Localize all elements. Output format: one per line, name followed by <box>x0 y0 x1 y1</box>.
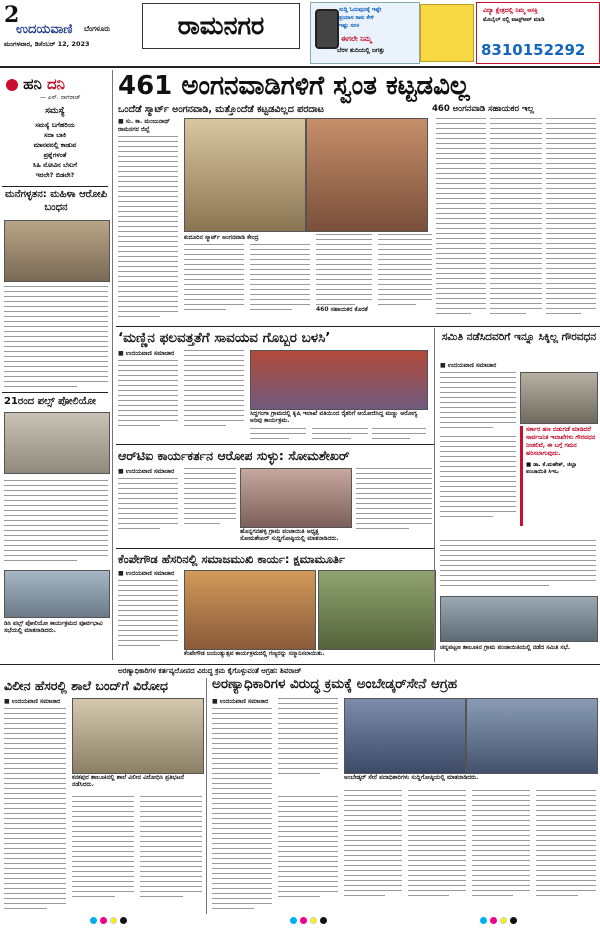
protest-photo <box>72 698 204 774</box>
right-column-divider <box>434 328 435 662</box>
lead-byline-sub: ರಾಮನಗರ ಜಿಲ್ಲೆ <box>118 126 150 133</box>
manure-text-col3 <box>250 428 306 443</box>
ad1-line4: ಈಗಲೇ ನಿಮ್ಮ <box>341 35 372 43</box>
bottom-main-text-col2 <box>278 698 338 778</box>
registration-dot <box>100 917 107 924</box>
story2-headline: 21ರಂದ ಪಲ್ಸ್ ಪೋಲಿಯೋ <box>4 396 96 407</box>
police-photo <box>4 220 110 282</box>
poem <box>0 120 110 180</box>
story2-text <box>4 480 108 565</box>
manure-text-col5 <box>372 428 426 443</box>
lead-text-col4 <box>316 234 372 309</box>
group-photo <box>4 570 110 618</box>
bottom-main-text-col6 <box>472 790 530 900</box>
brand-logo: ಉದಯವಾಣಿ <box>16 22 73 37</box>
poem-title: ಸಮಸ್ಯೆ <box>45 106 65 116</box>
ambedkar-sene-photo-2 <box>466 698 598 774</box>
bottom-left-text-col3 <box>140 796 202 901</box>
felicitation-photo-2 <box>318 570 436 650</box>
lead-headline: 461 ಅಂಗನವಾಡಿಗಳಿಗೆ ಸ್ವಂತ ಕಟ್ಟಡವಿಲ್ಲ <box>118 71 470 101</box>
lead-text-col7 <box>490 118 542 318</box>
lead-text-col8 <box>546 118 596 318</box>
poem-line: ಮಾನವನಲ್ಲಿ ಕಾಡುವ <box>33 141 77 149</box>
poem-line: ಇರಲೇ? ಬಿಡಲೇ? <box>35 171 75 179</box>
manure-caption: ಸಿದ್ದಗಂಗಾ ಗ್ರಾಮದಲ್ಲಿ ಕೃಷಿ ಇಲಾಖೆ ವತಿಯಿಂದ ರೈತರಿಗೆ ಆಯೋಜಿಸಿದ್ದ ಮಣ್ಣು ಆರೋಗ್ಯ ಅರಿವು ಕಾರ್ಯಕ್ರಮ. <box>250 410 418 424</box>
rti-text-col3 <box>356 468 432 533</box>
meeting-text-col2 <box>440 436 516 521</box>
rti-rule <box>116 548 434 549</box>
registration-dot <box>310 917 317 924</box>
masthead <box>0 0 600 68</box>
ad2-phone: 8310152292 <box>481 41 586 59</box>
rti-caption: ಹೊನ್ನಗನಹಳ್ಳಿ ಗ್ರಾಮ ಪಂಚಾಯಿತಿ ಅಧ್ಯಕ್ಷ ಸೋಮಶೇಖರ್ ಸುದ್ದಿಗೋಷ್ಠಿಯಲ್ಲಿ ಮಾತನಾಡಿದರು. <box>240 528 339 542</box>
bottom-divider <box>206 678 207 914</box>
lead-text-col2 <box>184 244 244 314</box>
brand-right: ದನಿ <box>46 75 65 93</box>
registration-dot <box>510 917 517 924</box>
bottom-left-caption: ಕನಕಪುರ ತಾಲೂಕಿನಲ್ಲಿ ಶಾಲೆ ವಿಲೀನ ವಿರೋಧಿಸಿ ಪ್ರತಿಭಟನೆ ನಡೆಸಿದರು. <box>72 774 185 788</box>
anganwadi-photo <box>184 118 306 232</box>
lead-subhead-right: 460 ಅಂಗನವಾಡಿ ಸಹಾಯಕರ ಇಲ್ಲ <box>432 104 534 114</box>
meeting-text-col1 <box>440 372 516 432</box>
meeting-byline: ■ ಉದಯವಾಣಿ ಸಮಾಚಾರ <box>440 362 497 369</box>
registration-dot <box>290 917 297 924</box>
sidebar <box>0 70 110 660</box>
advertisement-whatsapp <box>476 2 600 64</box>
lead-subhead: ಒಂದೆಡೆ ಸ್ಮಾರ್ಟ್ ಅಂಗನವಾಡಿ, ಮತ್ತೊಂದೆಡೆ ಕಟ್ಟಡವಿಲ್ಲದ ಪರದಾಟ <box>118 104 324 115</box>
meeting-photo <box>520 372 598 424</box>
bottom-main-text-col1 <box>212 708 272 913</box>
registration-dot <box>110 917 117 924</box>
bottom-main-byline: ■ ಉದಯವಾಣಿ ಸಮಾಚಾರ <box>212 698 269 705</box>
registration-dot <box>300 917 307 924</box>
poem-line: ಸದಾ ಬಾಕಿ <box>44 131 66 139</box>
lead-text-col5 <box>378 234 432 309</box>
strip-headline: ಅರಣ್ಯಾಧಿಕಾರಿಗಳ ಕರ್ತವ್ಯಲೋಪದ ವಿರುದ್ಧ ಕ್ರಮ ಕೈಗೊಳ್ಳುವಂತೆ ಆಗ್ರಹ: ಶಿವರಾಜ್ <box>118 667 302 675</box>
story1-text <box>4 286 108 391</box>
edition-city: ಬೆಂಗಳೂರು <box>84 25 111 33</box>
pullquote-author: ■ ಡಾ. ಕೆ.ಮಹೇಶ್, ಜಿಲ್ಲಾ ಪಂಚಾಯಿತಿ ಸಿಇಒ <box>526 462 577 475</box>
lead-text-col3 <box>250 244 310 314</box>
rti-byline: ■ ಉದಯವಾಣಿ ಸಮಾಚಾರ <box>118 468 175 475</box>
pullquote-box <box>520 426 596 526</box>
manure-headline: ‘ಮಣ್ಣಿನ ಫಲವತ್ತತೆಗೆ ಸಾವಯವ ಗೊಬ್ಬರ ಬಳಸಿ’ <box>118 330 331 346</box>
heart-icon <box>6 79 18 91</box>
brand-left: ಹನಿ <box>23 75 42 93</box>
manure-byline: ■ ಉದಯವಾಣಿ ಸಮಾಚಾರ <box>118 350 175 357</box>
meeting-caption: ಚನ್ನಪಟ್ಟಣ ತಾಲೂಕಿನ ಗ್ರಾಮ ಪಂಚಾಯಿತಿಯಲ್ಲಿ ನಡೆದ ಸಮಿತಿ ಸಭೆ. <box>440 644 571 651</box>
bottom-main-caption: ಅಂಬೇಡ್ಕರ್ ಸೇನೆ ಪದಾಧಿಕಾರಿಗಳು ಸುದ್ದಿಗೋಷ್ಠಿಯಲ್ಲಿ ಮಾತನಾಡಿದರು. <box>344 774 479 781</box>
page-number: 2 <box>4 2 20 28</box>
rti-text-col2 <box>184 468 236 528</box>
manure-text-col2 <box>184 350 244 430</box>
strip-rule-top <box>0 664 600 665</box>
sidebar-caption: ಡಿಸಿ ಪಲ್ಸ್ ಪೋಲಿಯೋ ಕಾರ್ಯಕ್ರಮದ ಪೂರ್ವಭಾವಿ ಸಭೆಯಲ್ಲಿ ಮಾತನಾಡಿದರು. <box>4 620 103 634</box>
lead-text-col6 <box>436 118 486 318</box>
registration-dot <box>480 917 487 924</box>
masthead-rule <box>0 66 600 68</box>
phone-illustration <box>315 9 339 49</box>
meeting-photo <box>4 412 110 474</box>
bottom-main-text-col5 <box>408 790 466 900</box>
ad1-line2: ಪ್ರಯಾಸ ಸಾಕು ಕೇಳಿ <box>339 15 374 21</box>
poem-line: ಸಿಹಿ ನೋವಿನ ಬೆಸುಗೆ <box>32 161 78 169</box>
kempegowda-byline: ■ ಉದಯವಾಣಿ ಸಮಾಚಾರ <box>118 570 175 577</box>
committee-photo <box>440 596 598 642</box>
advertisement-app <box>310 2 420 64</box>
registration-dot <box>90 917 97 924</box>
registration-dot <box>500 917 507 924</box>
registration-dot <box>120 917 127 924</box>
bottom-left-byline: ■ ಉದಯವಾಣಿ ಸಮಾಚಾರ <box>4 698 61 705</box>
registration-dot <box>490 917 497 924</box>
rti-text-col1 <box>118 478 178 533</box>
felicitation-photo <box>184 570 316 650</box>
manure-text-col1 <box>118 360 178 430</box>
ad2-line1: ವಿದ್ಯಾ ಕ್ಷೇತ್ರದಲ್ಲಿ ನಿಮ್ಮ ಆಸಕ್ತಿ <box>483 7 538 14</box>
bottom-left-text-col1 <box>4 708 66 913</box>
manure-rule <box>116 444 434 445</box>
advertisement-qr <box>420 4 474 62</box>
divider <box>2 186 108 187</box>
divider <box>2 392 108 393</box>
section-title: ರಾಮನಗರ <box>177 11 265 40</box>
lead-rule <box>116 326 600 327</box>
ambedkar-sene-photo <box>344 698 466 774</box>
ad1-line3: ಇಷ್ಟು ಸರಳ <box>339 23 360 29</box>
manure-text-col4 <box>312 428 368 443</box>
bottom-left-headline: ವಿಲೀನ ಹೆಸರಲ್ಲಿ ಶಾಲೆ ಬಂದ್‌ಗೆ ವಿರೋಧ <box>4 678 168 693</box>
meeting-headline-text: ಸಮಿತಿ ನಡೆಸಿದವರಿಗೆ ಇನ್ನೂ ಸಿಕ್ಕಿಲ್ಲ ಗೌರವಧನ <box>441 331 597 343</box>
sidebar-divider <box>112 70 113 660</box>
pullquote-text: ಸರ್ಕಾರ ಹಣ ಬಿಡುಗಡೆ ಮಾಡಿದರೆ ಸಾರ್ವಜನಿಕ ಇಲಾಖೆಗಳು ಗೌರವಧನ ನೀಡಲಿವೆ, ಈ ಬಗ್ಗೆ ಗಮನ ಹರಿಸಲಾಗುವುದು. <box>526 426 596 457</box>
lead-text-col1 <box>118 136 178 321</box>
registration-marks <box>0 914 600 928</box>
press-meet-photo <box>240 468 352 528</box>
registration-dot <box>320 917 327 924</box>
bottom-main-text-col7 <box>536 790 596 900</box>
lead-byline: ■ ಸು. ಕಾ. ಮಂಜುನಾಥ್ <box>118 118 170 125</box>
bottom-main-headline: ಅರಣ್ಯಾಧಿಕಾರಿಗಳ ವಿರುದ್ಧ ಕ್ರಮಕ್ಕೆ ಅಂಬೇಡ್ಕರ್‌ಸೇನೆ ಆಗ್ರಹ <box>212 676 458 692</box>
kempegowda-caption: ಕೆಂಪೇಗೌಡ ಜಯಂತ್ಯುತ್ಸವ ಕಾರ್ಯಕ್ರಮದಲ್ಲಿ ಗಣ್ಯರನ್ನು ಸನ್ಮಾನಿಸಲಾಯಿತು. <box>184 650 325 657</box>
meeting-text-col3 <box>440 540 596 590</box>
ad1-line5: ಬೆರಳ ತುದಿಯಲ್ಲಿ ಜಗತ್ತು <box>337 47 385 54</box>
lead-photo-caption: ಕುದೂರಿನ ಸ್ಮಾರ್ಟ್ ಅಂಗನವಾಡಿ ಕೇಂದ್ರ <box>184 234 259 241</box>
bottom-main-text-col4 <box>344 790 402 900</box>
story1-headline: ಮನೆಗಳ್ಳತನ: ಮಹಿಳಾ ಆರೋಪಿ ಬಂಧನ <box>4 189 108 213</box>
kempegowda-text-col1 <box>118 580 178 650</box>
meeting-headline <box>440 330 598 344</box>
rti-headline: ಆರ್‌ಟಿಐ ಕಾರ್ಯಕರ್ತನ ಆರೋಪ ಸುಳ್ಳು: ಸೋಮಶೇಖರ್ <box>118 448 350 463</box>
kempegowda-headline: ಕೆಂಪೇಗೌಡ ಹೆಸರಿನಲ್ಲಿ ಸಮಾಜಮುಖಿ ಕಾರ್ಯ: ಕ್ಷಮಾಮೂರ್ತಿ <box>118 552 345 566</box>
issue-date: ಮಂಗಳವಾರ, ಡಿಸೆಂಬರ್ 12, 2023 <box>4 40 90 48</box>
ad2-line2: ಮೊಬೈಲ್ ನಲ್ಲಿ ವಾಟ್ಸ್ಆಪ್ ಮಾಡಿ <box>483 17 545 23</box>
hani-dani-logo <box>6 74 65 93</box>
section-title-box <box>142 3 300 49</box>
lead-caption-2: 460 ಸಹಾಯಕರ ಕೊರತೆ <box>316 306 368 313</box>
ad1-line1: ಸುದ್ದಿ ಓದುವುದಕ್ಕೆ ಇಷ್ಟೇ <box>339 7 382 13</box>
farmers-photo <box>250 350 428 410</box>
poem-line: ಸಮಸ್ಯೆ ಬಗೆಹರಿಯ <box>35 121 75 129</box>
bottom-left-text-col2 <box>72 796 134 901</box>
poem-line: ಪ್ರಶ್ನೆಗಳಂತೆ <box>43 151 67 159</box>
bottom-main-text-col3 <box>278 796 338 901</box>
anganwadi-photo-2 <box>306 118 428 232</box>
sidebar-author: — ಎಸ್. ನಾಗರಾಜ್ <box>40 94 81 101</box>
